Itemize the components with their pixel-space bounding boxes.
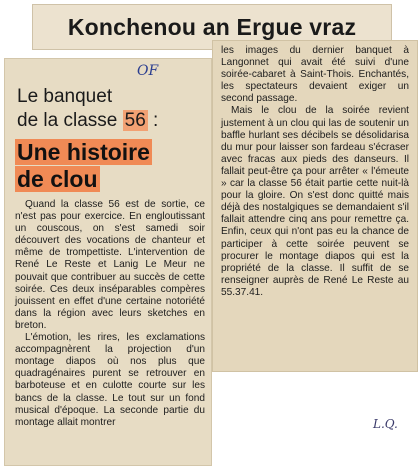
article-column-left	[4, 58, 212, 466]
paragraph: les images du dernier banquet à Langonnet qui avait été suivi d'une soirée-cabaret à Saint-Thois. Enchantés, les spectateurs devaient exiger un second passage.	[221, 45, 409, 105]
handwritten-initials: L.Q.	[373, 417, 398, 431]
paragraph: Mais le clou de la soirée revient justement à un clou qui las de soutenir un baffle hurlant ses décibels se désolidarisa du mur pour laisser son fardeau s'écraser avec fracas aux pieds des danseurs. Il fallait peut-être ça pour arrêter « l'émeute » car la classe 56 était partie cette nuit-là pour la gloire. On s'est donc quitté mais déjà des nostalgiques se demandaient s'il fallait attendre cinq ans pour remettre ça. Enfin, ceux qui n'ont pas eu la chance de participer à cette soirée peuvent se procurer le montage diapos qui est la propriété de la classe. Il suffit de se renseigner auprès de René Le Reste au 55.37.41.	[221, 105, 409, 298]
paragraph: Quand la classe 56 est de sortie, ce n'est pas pour exercice. En engloutissant un couscous, on s'est samedi soir découvert des vocations de chanteur et même de trompettiste. L'intervention de René Le Reste et Lanig Le Meur ne pouvait que contribuer au succès de cette soirée. Ces deux inséparables compères jouissent en effet d'une certaine notoriété dans la région avec leurs sketches en breton.	[15, 199, 205, 331]
paragraph: L'émotion, les rires, les exclamations accompagnèrent la projection d'un montage diapos où nos plus que quadragénaires purent se retrouver en barboteuse et en culotte courte sur les bancs de la classe. Le tout sur un fond musical d'époque. La seconde partie du montage allait montrer	[15, 332, 205, 428]
subheadline-line1: Une histoire	[17, 139, 150, 165]
section-title: Konchenou an Ergue vraz	[67, 13, 357, 40]
headline-line2: de la classe	[17, 110, 118, 131]
headline-highlighted-number: 56	[124, 110, 146, 131]
headline-line1: Le banquet	[17, 86, 113, 107]
headline	[17, 85, 158, 133]
left-column-text	[15, 199, 205, 429]
subheadline-line2: de clou	[17, 166, 98, 192]
headline-colon: :	[153, 110, 159, 131]
article-column-right	[212, 40, 418, 431]
subheadline	[15, 139, 152, 193]
handwritten-note: OF	[137, 63, 159, 79]
right-column-text	[221, 45, 409, 299]
